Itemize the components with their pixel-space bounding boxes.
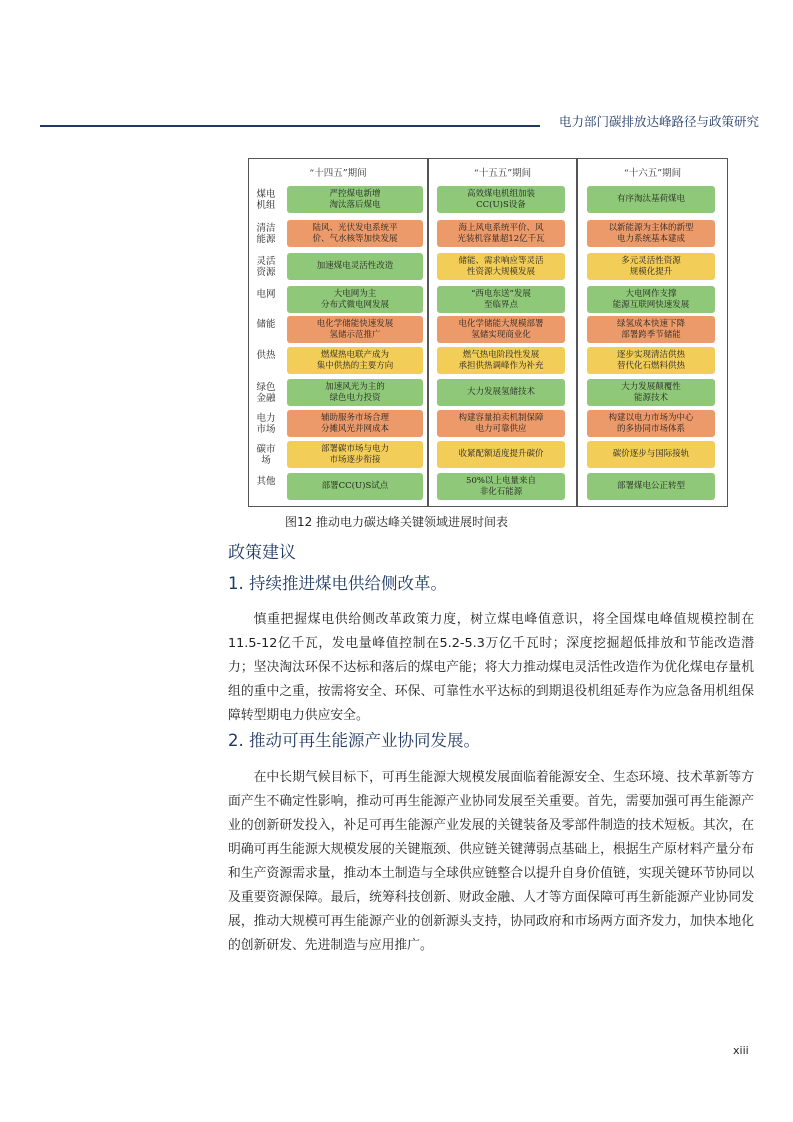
row-label: 灵活 资源 [256, 256, 276, 278]
timeline-cell: 海上风电系统平价、风 光装机容量超12亿千瓦 [437, 220, 565, 247]
timeline-cell: 以新能源为主体的新型 电力系统基本建成 [587, 220, 715, 247]
timeline-cell: 电化学储能大规模部署 氢储实现商业化 [437, 316, 565, 343]
timeline-cell: 逐步实现清洁供热 替代化石燃料供热 [587, 347, 715, 374]
timeline-cell: 部署碳市场与电力 市场逐步衔接 [287, 441, 423, 468]
figure-caption: 图12 推动电力碳达峰关键领域进展时间表 [284, 515, 509, 529]
timeline-cell: 陆风、光伏发电系统平 价、气水核等加快发展 [287, 220, 423, 247]
timeline-cell: 辅助服务市场合理 分摊风光并网成本 [287, 410, 423, 437]
timeline-cell: 大力发展颠覆性 能源技术 [587, 379, 715, 406]
row-label: 供热 [256, 350, 276, 361]
timeline-cell: 储能、需求响应等灵活 性资源大规模发展 [437, 253, 565, 280]
subsection-title-2: 2. 推动可再生能源产业协同发展。 [228, 731, 480, 750]
column-header: “十四五”期间 [309, 168, 367, 179]
timeline-cell: 燃煤热电联产成为 集中供热的主要方向 [287, 347, 423, 374]
section-title: 政策建议 [228, 543, 296, 563]
timeline-cell: 电化学储能快速发展 氢储示范推广 [287, 316, 423, 343]
timeline-cell: 碳价逐步与国际接轨 [587, 441, 715, 468]
row-label: 电力 市场 [256, 413, 276, 435]
row-label: 煤电 机组 [256, 189, 276, 211]
timeline-cell: 大电网为主 分布式微电网发展 [287, 286, 423, 313]
running-header: 电力部门碳排放达峰路径与政策研究 [559, 114, 760, 129]
subsection-title-1: 1. 持续推进煤电供给侧改革。 [228, 574, 447, 593]
paragraph-1: 慎重把握煤电供给侧改革政策力度，树立煤电峰值意识，将全国煤电峰值规模控制在11.5-12亿千瓦，发电量峰值控制在5.2-5.3万亿千瓦时；深度挖掘超低排放和节能改造潜力；坚决淘汰环保不达标和落后的煤电产能；将大力推动煤电灵活性改造作为优化煤电存量机组的重中之重，按需将安全、环保、可靠性水平达标的到期退役机组延寿作为应急备用机组保障转型期电力供应安全。 [228, 612, 754, 723]
timeline-cell: 构建容量拍卖机制保障 电力可靠供应 [437, 410, 565, 437]
row-label: 绿色 金融 [256, 382, 276, 404]
paragraph-2: 在中长期气候目标下，可再生能源大规模发展面临着能源安全、生态环境、技术革新等方面产生不确定性影响，推动可再生能源产业协同发展至关重要。首先，需要加强可再生能源产业的创新研发投入，补足可再生能源产业发展的关键装备及零部件制造的技术短板。其次，在明确可再生能源大规模发展的关键瓶颈、供应链关键薄弱点基础上，根据生产原材料产量分布和生产资源需求量，推动本土制造与全球供应链整合以提升自身价值链，实现关键环节协同以及重要资源保障。最后，统筹科技创新、财政金融、人才等方面保障可再生新能源产业协同发展，推动大规模可再生能源产业的创新源头支持，协同政府和市场两方面齐发力，加快本地化的创新研发、先进制造与应用推广。 [228, 770, 754, 953]
timeline-cell: 有序淘汰基荷煤电 [587, 186, 715, 213]
timeline-cell: 加速煤电灵活性改造 [287, 253, 423, 280]
row-label: 电网 [256, 289, 276, 300]
timeline-cell: 燃气热电阶段性发展 承担供热调峰作为补充 [437, 347, 565, 374]
timeline-cell: 部署CC(U)S试点 [287, 473, 423, 500]
timeline-cell: 大力发展氢储技术 [437, 379, 565, 406]
timeline-figure [248, 158, 728, 507]
row-label: 储能 [256, 319, 276, 330]
timeline-cell: 50%以上电量来自 非化石能源 [437, 473, 565, 500]
timeline-cell: “西电东送”发展 至临界点 [437, 286, 565, 313]
column-header: “十五五”期间 [473, 168, 532, 179]
row-label: 碳市 场 [256, 444, 276, 466]
timeline-cell: 收紧配额适度提升碳价 [437, 441, 565, 468]
row-label: 清洁 能源 [256, 223, 276, 245]
timeline-cell: 大电网作支撑 能源互联网快速发展 [587, 286, 715, 313]
header-rule [40, 125, 540, 127]
row-label: 其他 [256, 476, 276, 487]
timeline-cell: 构建以电力市场为中心 的多协同市场体系 [587, 410, 715, 437]
timeline-cell: 多元灵活性资源 规模化提升 [587, 253, 715, 280]
timeline-cell: 加速风光为主的 绿色电力投资 [287, 379, 423, 406]
timeline-cell: 绿氢成本快速下降 部署跨季节储能 [587, 316, 715, 343]
timeline-cell: 高效煤电机组加装 CC(U)S设备 [437, 186, 565, 213]
timeline-cell: 部署煤电公正转型 [587, 473, 715, 500]
timeline-cell: 严控煤电新增 淘汰落后煤电 [287, 186, 423, 213]
page-number: xiii [733, 1044, 749, 1057]
column-header: “十六五”期间 [623, 168, 682, 179]
